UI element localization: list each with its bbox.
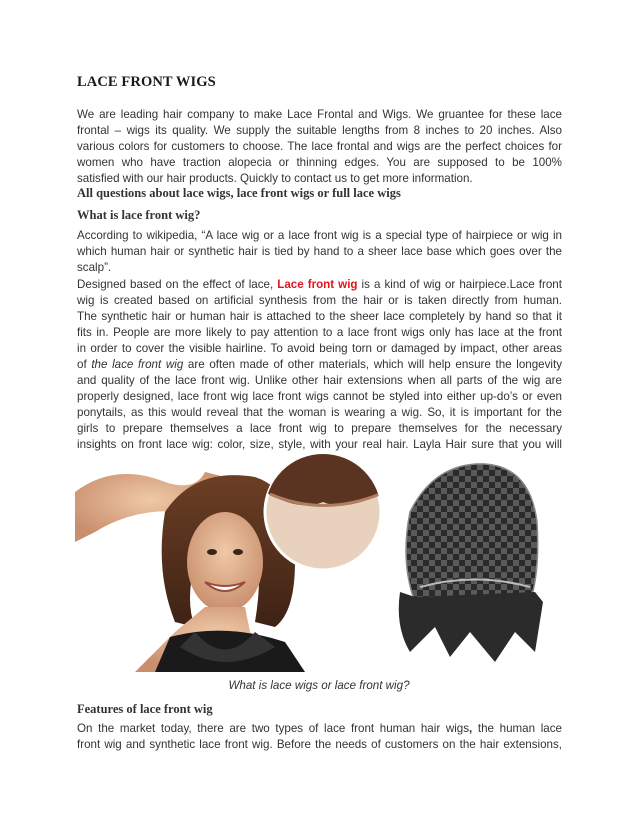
design-line — [77, 277, 562, 293]
features-paragraph — [77, 721, 562, 753]
design-line: and quality of the lace front wig. Unlike other hair extensions when all parts of the wig are — [77, 374, 562, 387]
design-line: The synthetic hair or human hair is attached to the sheer lace completely by hand so that it — [77, 310, 562, 323]
design-paragraph — [77, 277, 562, 469]
design-text: are often made of other materials, which will help ensure the longevity — [183, 358, 563, 371]
intro-line: women who have traction alopecia or thinning edges. You are supposed to be 100% — [77, 156, 562, 169]
design-text: Designed based on the effect of lace, — [77, 278, 278, 291]
design-line — [77, 357, 562, 373]
design-line: insights on front lace wig: color, size, style, with your real hair. Layla Hair sure that you will — [77, 438, 562, 451]
design-line: in order to cover the visible hairline. To avoid being torn or damaged by impact, other areas — [77, 342, 562, 355]
design-line: ponytails, as this would reveal that the woman is wearing a wig. So, it is important for the — [77, 406, 562, 419]
features-heading: Features of lace front wig — [77, 702, 213, 716]
design-text: of — [77, 358, 92, 371]
features-bold-comma: , — [469, 722, 473, 735]
questions-heading: All questions about lace wigs, lace front wigs or full lace wigs — [77, 186, 401, 200]
what-is-heading: What is lace front wig? — [77, 208, 201, 222]
definition-paragraph — [77, 228, 562, 276]
intro-line: We are leading hair company to make Lace Frontal and Wigs. We gruantee for these lace — [77, 108, 562, 121]
design-emphasis: the lace front wig — [91, 358, 184, 371]
page-title: LACE FRONT WIGS — [77, 74, 216, 90]
figure-caption: What is lace wigs or lace front wig? — [228, 679, 410, 692]
features-text: the human lace — [472, 722, 562, 735]
features-text: On the market today, there are two types of lace front human hair wigs — [77, 722, 470, 735]
features-line — [77, 721, 562, 737]
wig-photo — [75, 452, 545, 672]
definition-line: which human hair or synthetic hair is tied by hand to a sheer lace base which goes over the — [77, 245, 562, 258]
design-line: properly designed, lace front wig lace front wigs cannot be styled into either up-do’s or even — [77, 390, 562, 403]
definition-line: According to wikipedia, “A lace wig or a lace front wig is a special type of hairpiece or wig in — [77, 229, 562, 242]
intro-line: various colors for customers to choose. The lace frontal and wigs are the perfect choices for — [77, 140, 562, 153]
design-line: fits in. People are more likely to pay attention to a lace front wigs only has lace at the front — [77, 326, 562, 339]
design-line: girls to prepare themselves a lace front wig to prepare themselves for the necessary — [77, 422, 562, 435]
lace-front-wig-link[interactable]: Lace front wig — [277, 278, 358, 291]
intro-paragraph — [77, 107, 562, 187]
design-line: wig is created based on artificial synthesis from the hair or is taken directly from human. — [77, 294, 562, 307]
design-text: is a kind of wig or hairpiece.Lace front — [357, 278, 562, 291]
intro-line: satisfied with our hair products. Quickly to contact us to get more information. — [77, 172, 473, 185]
features-line: front wig and synthetic lace front wig. Before the needs of customers on the hair extensions, — [77, 738, 562, 751]
definition-line: scalp”. — [77, 261, 112, 274]
intro-line: frontal – wigs its quality. We supply the suitable lengths from 8 inches to 20 inches. Also — [77, 124, 562, 137]
